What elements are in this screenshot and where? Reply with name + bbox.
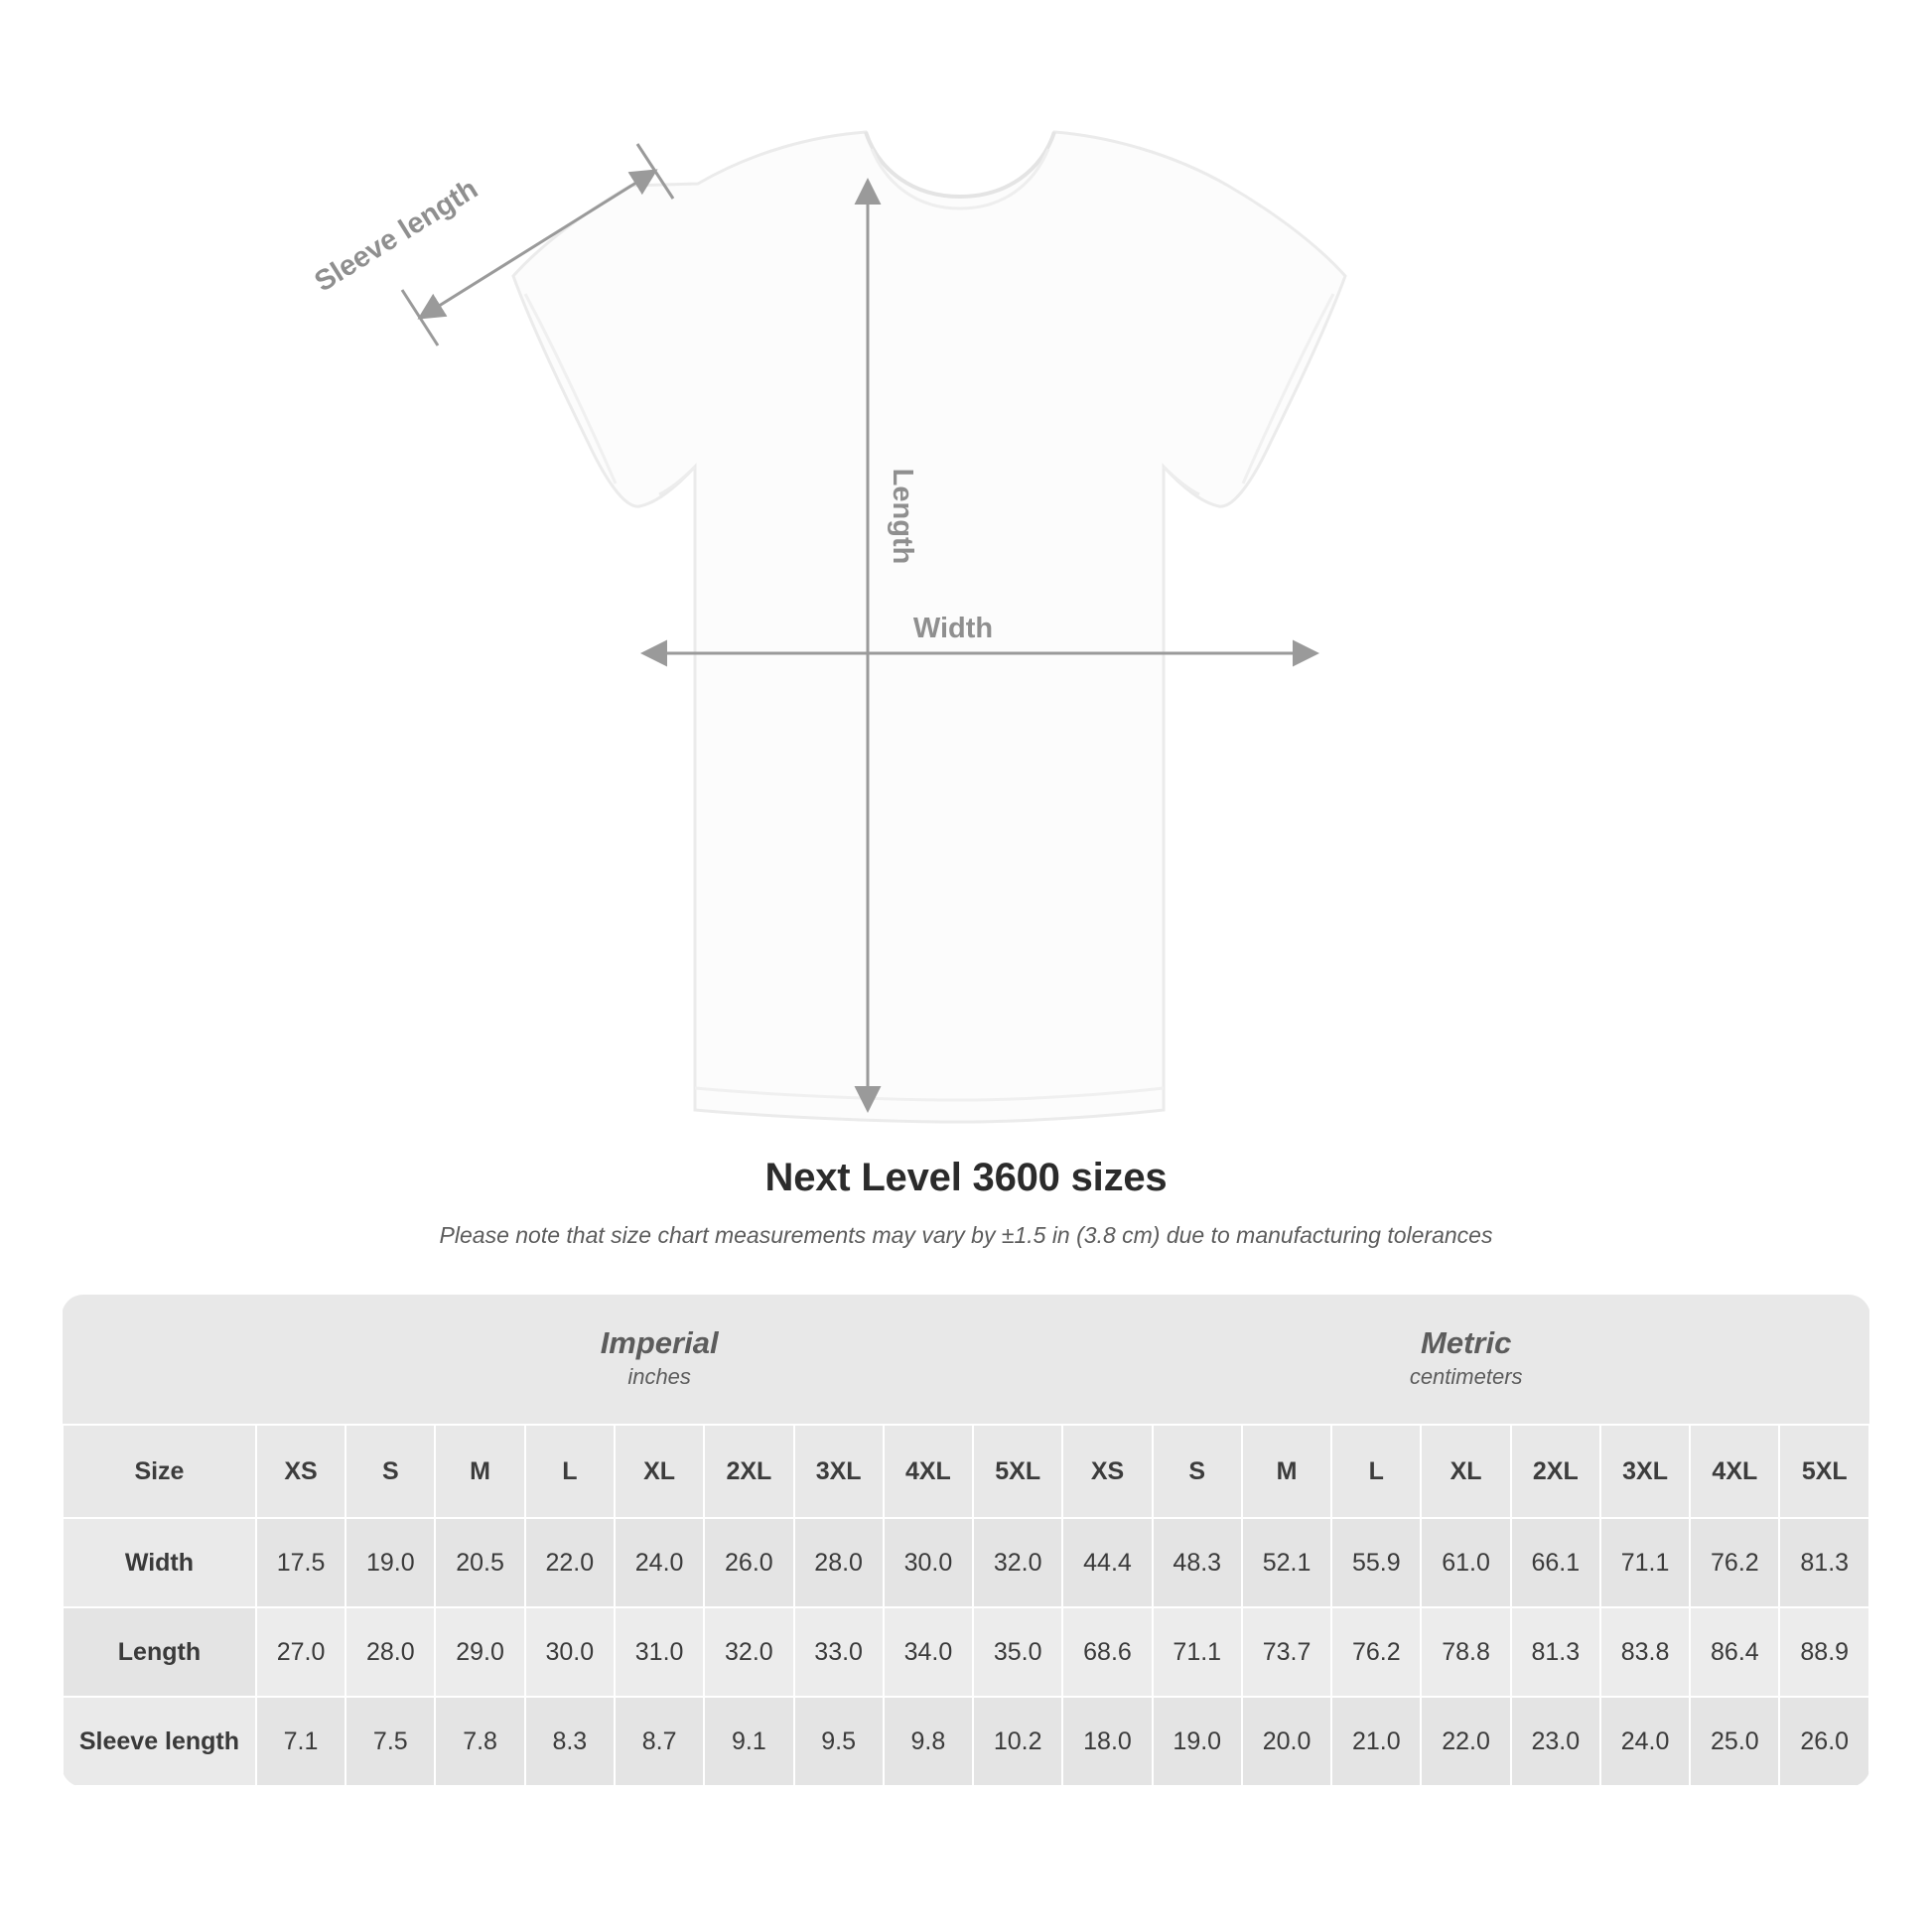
unit-group-metric-name: Metric	[1421, 1324, 1512, 1360]
cell-width-imperial: 32.0	[973, 1518, 1062, 1607]
size-table-wrapper	[62, 1295, 1870, 1787]
cell-length-imperial: 30.0	[525, 1607, 615, 1697]
cell-width-metric: 81.3	[1779, 1518, 1869, 1607]
size-column-header: 4XL	[884, 1425, 973, 1518]
size-column-header: XS	[1062, 1425, 1152, 1518]
size-column-header: 3XL	[1600, 1425, 1690, 1518]
size-column-header: 4XL	[1690, 1425, 1779, 1518]
width-label: Width	[912, 613, 994, 644]
cell-sleeve-imperial: 9.5	[794, 1697, 884, 1786]
cell-length-imperial: 28.0	[345, 1607, 435, 1697]
cell-length-metric: 88.9	[1779, 1607, 1869, 1697]
size-column-header: 2XL	[1511, 1425, 1600, 1518]
cell-length-imperial: 33.0	[794, 1607, 884, 1697]
cell-length-metric: 78.8	[1421, 1607, 1510, 1697]
size-column-header: M	[435, 1425, 524, 1518]
cell-length-metric: 68.6	[1062, 1607, 1152, 1697]
size-header-label: Size	[63, 1425, 256, 1518]
row-label-length: Length	[63, 1607, 256, 1697]
size-header-row	[63, 1425, 1869, 1518]
unit-header-row	[63, 1295, 1869, 1425]
cell-sleeve-metric: 18.0	[1062, 1697, 1152, 1786]
size-column-header: XL	[1421, 1425, 1510, 1518]
cell-sleeve-metric: 22.0	[1421, 1697, 1510, 1786]
cell-sleeve-metric: 26.0	[1779, 1697, 1869, 1786]
cell-width-metric: 52.1	[1242, 1518, 1331, 1607]
cell-width-metric: 71.1	[1600, 1518, 1690, 1607]
cell-width-imperial: 30.0	[884, 1518, 973, 1607]
cell-sleeve-imperial: 7.5	[345, 1697, 435, 1786]
cell-length-imperial: 29.0	[435, 1607, 524, 1697]
cell-length-metric: 76.2	[1331, 1607, 1421, 1697]
size-column-header: M	[1242, 1425, 1331, 1518]
size-column-header: S	[1153, 1425, 1242, 1518]
cell-sleeve-metric: 19.0	[1153, 1697, 1242, 1786]
size-column-header: L	[525, 1425, 615, 1518]
cell-length-imperial: 27.0	[256, 1607, 345, 1697]
unit-group-metric	[1062, 1295, 1869, 1425]
unit-group-imperial	[256, 1295, 1062, 1425]
cell-width-imperial: 17.5	[256, 1518, 345, 1607]
cell-sleeve-imperial: 10.2	[973, 1697, 1062, 1786]
size-column-header: 2XL	[704, 1425, 793, 1518]
row-label-width: Width	[63, 1518, 256, 1607]
cell-sleeve-metric: 24.0	[1600, 1697, 1690, 1786]
cell-width-metric: 66.1	[1511, 1518, 1600, 1607]
cell-sleeve-imperial: 7.8	[435, 1697, 524, 1786]
cell-sleeve-imperial: 9.1	[704, 1697, 793, 1786]
size-column-header: L	[1331, 1425, 1421, 1518]
cell-width-imperial: 28.0	[794, 1518, 884, 1607]
table-row	[63, 1697, 1869, 1786]
row-label-sleeve-length: Sleeve length	[63, 1697, 256, 1786]
cell-width-imperial: 26.0	[704, 1518, 793, 1607]
sleeve-length-label: Sleeve length	[309, 173, 483, 299]
unit-group-imperial-name: Imperial	[600, 1324, 719, 1360]
table-row	[63, 1518, 1869, 1607]
cell-width-metric: 55.9	[1331, 1518, 1421, 1607]
cell-length-metric: 83.8	[1600, 1607, 1690, 1697]
cell-width-imperial: 19.0	[345, 1518, 435, 1607]
chart-note: Please note that size chart measurements may vary by ±1.5 in (3.8 cm) due to manufacturing tolerances	[439, 1222, 1493, 1248]
cell-sleeve-metric: 25.0	[1690, 1697, 1779, 1786]
cell-sleeve-metric: 23.0	[1511, 1697, 1600, 1786]
cell-length-metric: 71.1	[1153, 1607, 1242, 1697]
cell-sleeve-metric: 20.0	[1242, 1697, 1331, 1786]
cell-length-imperial: 34.0	[884, 1607, 973, 1697]
cell-width-metric: 48.3	[1153, 1518, 1242, 1607]
size-column-header: XS	[256, 1425, 345, 1518]
cell-length-imperial: 32.0	[704, 1607, 793, 1697]
cell-length-metric: 81.3	[1511, 1607, 1600, 1697]
cell-width-imperial: 24.0	[615, 1518, 704, 1607]
chart-title: Next Level 3600 sizes	[764, 1156, 1168, 1199]
table-row	[63, 1607, 1869, 1697]
unit-group-metric-sub: centimeters	[1409, 1364, 1523, 1390]
length-label: Length	[887, 468, 918, 565]
cell-sleeve-imperial: 8.3	[525, 1697, 615, 1786]
cell-width-metric: 61.0	[1421, 1518, 1510, 1607]
cell-width-imperial: 22.0	[525, 1518, 615, 1607]
cell-sleeve-imperial: 7.1	[256, 1697, 345, 1786]
size-column-header: 5XL	[973, 1425, 1062, 1518]
cell-length-metric: 73.7	[1242, 1607, 1331, 1697]
cell-sleeve-imperial: 8.7	[615, 1697, 704, 1786]
size-column-header: S	[345, 1425, 435, 1518]
cell-length-imperial: 31.0	[615, 1607, 704, 1697]
size-column-header: 3XL	[794, 1425, 884, 1518]
cell-sleeve-imperial: 9.8	[884, 1697, 973, 1786]
unit-group-imperial-sub: inches	[627, 1364, 691, 1390]
size-column-header: 5XL	[1779, 1425, 1869, 1518]
cell-length-metric: 86.4	[1690, 1607, 1779, 1697]
cell-length-imperial: 35.0	[973, 1607, 1062, 1697]
size-column-header: XL	[615, 1425, 704, 1518]
table-corner	[63, 1295, 256, 1425]
cell-width-imperial: 20.5	[435, 1518, 524, 1607]
cell-sleeve-metric: 21.0	[1331, 1697, 1421, 1786]
cell-width-metric: 76.2	[1690, 1518, 1779, 1607]
size-table	[62, 1295, 1870, 1787]
cell-width-metric: 44.4	[1062, 1518, 1152, 1607]
